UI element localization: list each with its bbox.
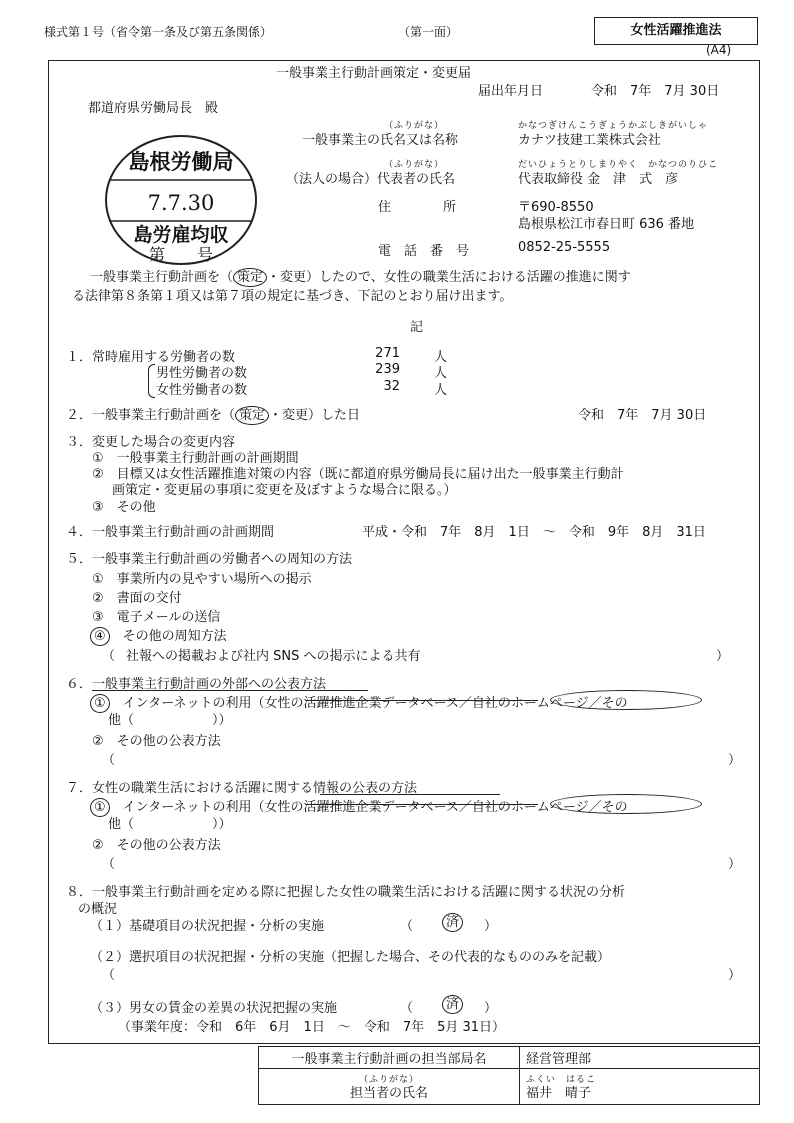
- s7-paren-close: ）: [728, 857, 742, 872]
- s3-opt3: ③ その他: [92, 500, 156, 515]
- s8-label: ８．一般事業主行動計画を定める際に把握した女性の職業生活における活躍に関する状況の分析: [66, 885, 626, 900]
- page-indicator: （第一面）: [398, 25, 459, 39]
- s8-item3-close: ）: [484, 1001, 498, 1016]
- dept-label: 一般事業主行動計画の担当部局名: [259, 1047, 520, 1069]
- s7-circled-homepage: [550, 794, 702, 814]
- s6-paren-open: （: [102, 753, 116, 768]
- s6-label: ６．一般事業主行動計画の外部への公表方法: [66, 677, 327, 692]
- s6-circled-homepage: [550, 690, 702, 710]
- intro-circled-option: 策定: [233, 268, 267, 287]
- company-furigana-label: （ふりがな）: [384, 121, 445, 131]
- rep-furigana: だいひょうとりしまりやく かなつのりひこ: [518, 160, 719, 170]
- s7-underline: [320, 794, 500, 795]
- s8-item2-open: （: [102, 968, 116, 983]
- law-badge: 女性活躍推進法: [594, 17, 758, 45]
- s4-label: ４．一般事業主行動計画の計画期間: [66, 525, 275, 540]
- address-value: 島根県松江市春日町 636 番地: [518, 217, 695, 232]
- s8-item3-open: （: [400, 1001, 414, 1016]
- rep-label: （法人の場合）代表者の氏名: [286, 172, 456, 187]
- s3-opt1: ① 一般事業主行動計画の計画期間: [92, 451, 299, 466]
- s7-strike-db: [306, 804, 538, 805]
- rep-furigana-label: （ふりがな）: [384, 160, 445, 170]
- s5-opt3: ③ 電子メールの送信: [92, 610, 221, 625]
- person-furigana: ふくい はるこ: [526, 1074, 597, 1085]
- s1-bracket: [148, 364, 155, 398]
- s8-label-2: の概況: [78, 902, 118, 917]
- s1-label: １．常時雇用する労働者の数: [66, 350, 236, 365]
- ki-label: 記: [410, 320, 424, 335]
- phone-label: 電 話 番 号: [378, 244, 470, 259]
- date-value: 令和 7年 7月 30日: [591, 84, 720, 99]
- s5-label: ５．一般事業主行動計画の労働者への周知の方法: [66, 552, 353, 567]
- s1-female: 32: [383, 379, 400, 394]
- s2-circled-option: 策定: [235, 406, 269, 425]
- doc-title: 一般事業主行動計画策定・変更届: [276, 66, 472, 81]
- s8-item1-close: ）: [484, 919, 498, 934]
- s6-underline: [92, 690, 368, 691]
- stamp-office: 島根労働局: [128, 149, 234, 174]
- s7-opt1b: 他（ ））: [108, 817, 232, 832]
- s5-paren-open: （: [102, 649, 116, 664]
- s3-opt2a: ② 目標又は女性活躍推進対策の内容（既に都道府県労働局長に届け出た一般事業主行動計: [92, 467, 624, 482]
- stamp-number-label: 第 号: [148, 245, 214, 264]
- address-label: 住 所: [378, 200, 457, 215]
- company-label: 一般事業主の氏名又は名称: [302, 133, 459, 148]
- intro-line-2: る法律第８条第１項又は第７項の規定に基づき、下記のとおり届け出ます。: [72, 289, 513, 304]
- s6-strike-db: [306, 700, 538, 701]
- intro-line-1: 一般事業主行動計画を（ 策定 ・変更）したので、女性の職業生活における活躍の推進に関す: [90, 270, 631, 285]
- s7-label: ７．女性の職業生活における活躍に関する情報の公表の方法: [66, 781, 418, 796]
- contact-table: [258, 1046, 760, 1105]
- s1-unit: 人: [434, 350, 448, 365]
- stamp-dept: 島労雇均収: [133, 224, 229, 246]
- s1-female-unit: 人: [434, 383, 448, 398]
- s5-opt2: ② 書面の交付: [92, 591, 182, 606]
- s7-paren-open: （: [102, 857, 116, 872]
- s6-opt2: ② その他の公表方法: [92, 734, 221, 749]
- s8-item1-status: 済: [442, 913, 463, 932]
- person-label-cell: [259, 1069, 520, 1105]
- reception-stamp: [103, 133, 259, 267]
- stamp-date: 7.7.30: [147, 191, 215, 215]
- s8-item2-close: ）: [728, 968, 742, 983]
- person-value: 福井 晴子: [526, 1085, 592, 1101]
- s8-item3: （３）男女の賃金の差異の状況把握の実施: [90, 1001, 338, 1016]
- s5-paren-close: ）: [716, 649, 730, 664]
- person-label: 担当者の氏名: [349, 1085, 428, 1101]
- person-furigana-label: （ふりがな）: [358, 1074, 419, 1085]
- company-name: カナツ技建工業株式会社: [518, 133, 661, 148]
- s8-item1-open: （: [400, 919, 414, 934]
- s7-opt1: ① インターネットの利用（女性の活躍推進企業データベース／自社のホームページ／その: [90, 796, 628, 817]
- company-furigana: かなつぎけんこうぎょうかぶしきがいしゃ: [518, 121, 709, 131]
- s6-paren-close: ）: [728, 753, 742, 768]
- rep-name: 代表取締役 金 津 式 彦: [518, 172, 679, 187]
- dept-value: 経営管理部: [520, 1047, 760, 1069]
- s3-label: ３．変更した場合の変更内容: [66, 435, 236, 450]
- s1-male: 239: [375, 362, 400, 377]
- s1-total: 271: [375, 346, 400, 361]
- s5-opt4-num: ④: [90, 627, 110, 646]
- s8-item1: （１）基礎項目の状況把握・分析の実施: [90, 919, 325, 934]
- s5-opt4: ④ その他の周知方法: [90, 625, 227, 646]
- person-value-cell: [520, 1069, 760, 1105]
- phone-value: 0852-25-5555: [518, 240, 611, 255]
- s1-male-label: 男性労働者の数: [156, 366, 248, 381]
- s7-opt1-num: ①: [90, 798, 110, 817]
- paper-size: (A4): [706, 43, 732, 57]
- s8-item2: （２）選択項目の状況把握・分析の実施（把握した場合、その代表的なもののみを記載）: [90, 950, 611, 965]
- postal-code: 〒690-8550: [518, 200, 594, 215]
- s4-period: 平成・令和 7年 8月 1日 ～ 令和 9年 8月 31日: [362, 525, 706, 540]
- s1-male-unit: 人: [434, 366, 448, 381]
- s5-opt1: ① 事業所内の見やすい場所への掲示: [92, 572, 312, 587]
- s6-opt1: ① インターネットの利用（女性の活躍推進企業データベース／自社のホームページ／その: [90, 692, 628, 713]
- s2-date: 令和 7年 7月 30日: [578, 408, 707, 423]
- s1-female-label: 女性労働者の数: [156, 383, 248, 398]
- s5-detail: 社報への掲載および社内 SNS への掲示による共有: [126, 649, 421, 664]
- s2-label: ２．一般事業主行動計画を（ 策定 ・変更）した日: [66, 408, 361, 423]
- s8-item3-year: （事業年度：令和 6年 6月 1日 ～ 令和 7年 5月 31日）: [118, 1020, 506, 1035]
- recipient: 都道府県労働局長 殿: [88, 101, 219, 116]
- s7-opt2: ② その他の公表方法: [92, 838, 221, 853]
- s6-opt1b: 他（ ））: [108, 713, 232, 728]
- date-label: 届出年月日: [478, 84, 544, 99]
- s3-opt2b: 画策定・変更届の事項に変更を及ぼすような場合に限る。）: [112, 483, 457, 498]
- s6-opt1-num: ①: [90, 694, 110, 713]
- form-reference: 様式第１号（省令第一条及び第五条関係）: [44, 25, 273, 39]
- s8-item3-status: 済: [442, 995, 463, 1014]
